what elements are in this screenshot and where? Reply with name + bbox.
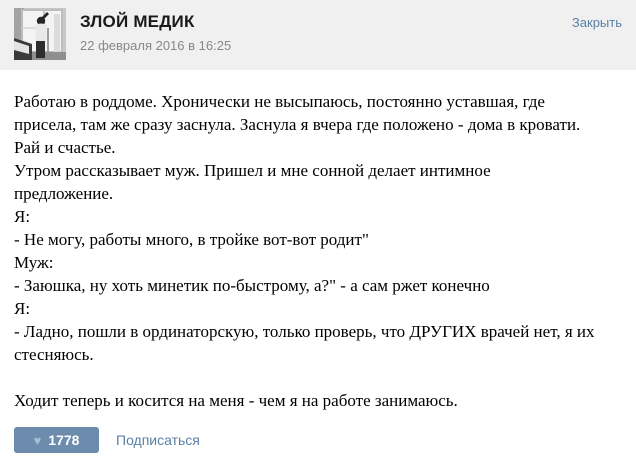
post-text-line bbox=[14, 366, 620, 389]
post-text-line: - Заюшка, ну хоть минетик по-быстрому, а?" - а сам ржет конечно bbox=[14, 276, 490, 295]
subscribe-button[interactable]: Подписаться bbox=[116, 432, 200, 448]
post-text-line: - Ладно, пошли в ординаторскую, только проверь, что ДРУГИХ врачей нет, я их bbox=[14, 322, 595, 341]
post-text-line: Я: bbox=[14, 299, 31, 318]
close-button[interactable]: Закрыть bbox=[571, 15, 622, 30]
like-button[interactable] bbox=[14, 427, 99, 453]
post-text bbox=[0, 70, 636, 412]
group-avatar[interactable] bbox=[14, 8, 66, 60]
post-text-line: Утром рассказывает муж. Пришел и мне сонной делает интимное bbox=[14, 161, 491, 180]
post-text-line: Ходит теперь и косится на меня - чем я на работе занимаюсь. bbox=[14, 391, 458, 410]
post-text-line: Работаю в роддоме. Хронически не высыпаюсь, постоянно уставшая, где bbox=[14, 92, 545, 111]
post-text-line: - Не могу, работы много, в тройке вот-вот родит" bbox=[14, 230, 369, 249]
heart-icon: ♥ bbox=[33, 432, 42, 448]
header-text-block bbox=[80, 12, 231, 53]
post-text-line: присела, там же сразу заснула. Заснула я вчера где положено - дома в кровати. bbox=[14, 115, 581, 134]
post-date[interactable]: 22 февраля 2016 в 16:25 bbox=[80, 38, 232, 53]
post-text-line: предложение. bbox=[14, 184, 114, 203]
medic-photo-icon bbox=[14, 8, 66, 60]
like-count: 1778 bbox=[48, 432, 80, 448]
group-title[interactable]: ЗЛОЙ МЕДИК bbox=[80, 12, 195, 31]
post-header bbox=[0, 0, 636, 70]
post-text-line: Рай и счастье. bbox=[14, 138, 116, 157]
post-footer bbox=[14, 427, 636, 453]
post-text-line: Муж: bbox=[14, 253, 54, 272]
post-text-line: стесняюсь. bbox=[14, 345, 94, 364]
post-text-line: Я: bbox=[14, 207, 31, 226]
